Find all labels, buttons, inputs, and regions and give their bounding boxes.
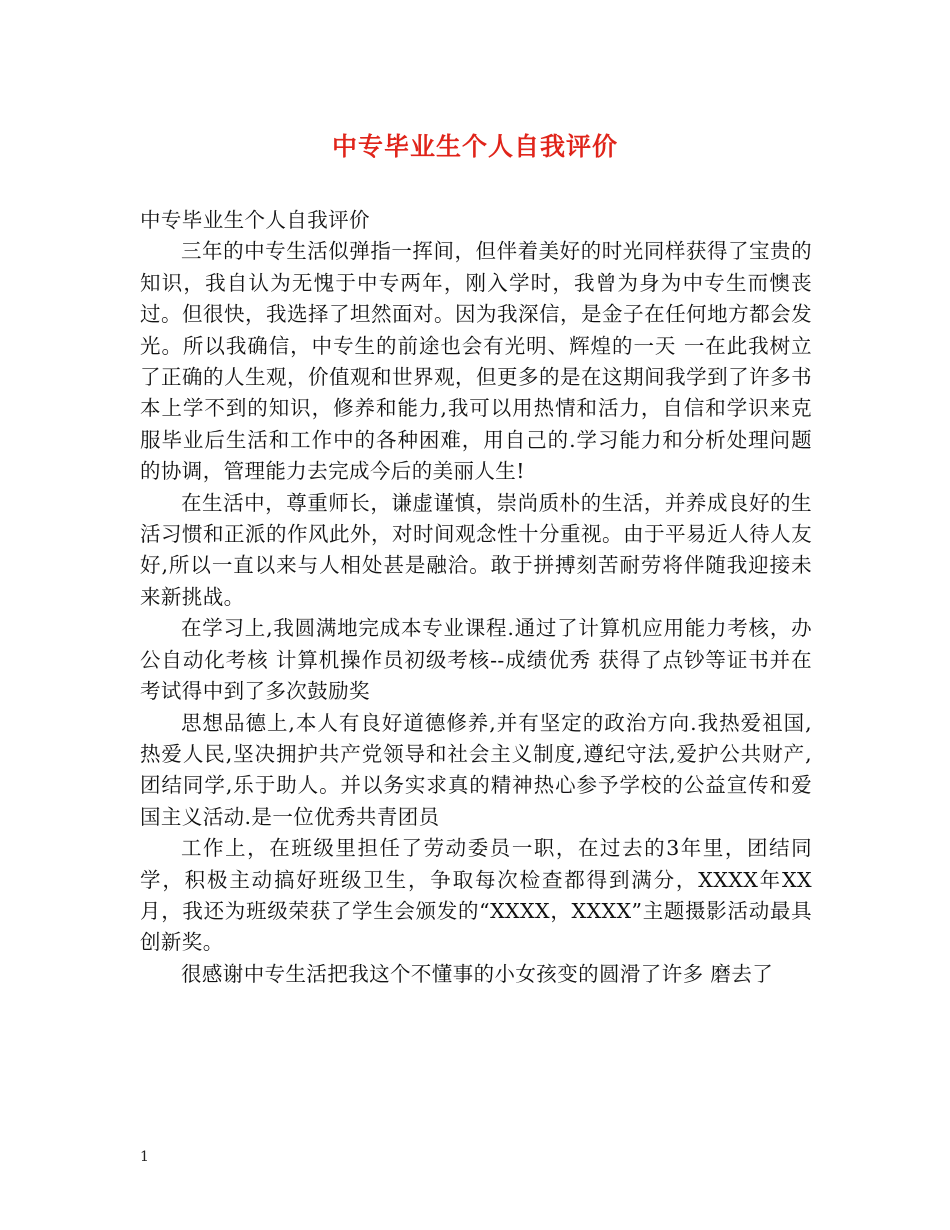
document-title: 中专毕业生个人自我评价 <box>331 132 618 161</box>
paragraph-life: 在生活中，尊重师长，谦虚谨慎，崇尚质朴的生活，并养成良好的生活习惯和正派的作风此外，对时间观念性十分重视。由于平易近人待人友好,所以一直以来与人相处甚是融洽。敢于拼搏刻苦耐劳将伴随我迎接未来新挑战。 <box>140 490 812 609</box>
document-body <box>140 205 812 990</box>
paragraph-work: 工作上，在班级里担任了劳动委员一职，在过去的3年里，团结同学，积极主动搞好班级卫生，争取每次检查都得到满分，XXXX年XX月，我还为班级荣获了学生会颁发的“XXXX，XXXX”主题摄影活动最具创新奖。 <box>140 836 812 955</box>
paragraph-intro: 三年的中专生活似弹指一挥间，但伴着美好的时光同样获得了宝贵的知识，我自认为无愧于中专两年，刚入学时，我曾为身为中专生而懊丧过。但很快，我选择了坦然面对。因为我深信，是金子在任何地方都会发光。所以我确信，中专生的前途也会有光明、辉煌的一天 一在此我树立了正确的人生观，价值观和世界观，但更多的是在这期间我学到了许多书本上学不到的知识，修养和能力,我可以用热情和活力，自信和学识来克服毕业后生活和工作中的各种困难，用自己的.学习能力和分析处理问题的协调，管理能力去完成今后的美丽人生! <box>140 239 812 484</box>
page-number: 1 <box>140 1149 149 1165</box>
paragraph-study: 在学习上,我圆满地完成本专业课程.通过了计算机应用能力考核，办公自动化考核 计算机操作员初级考核--成绩优秀 获得了点钞等证书并在考试得中到了多次鼓励奖 <box>140 616 812 704</box>
paragraph-thanks: 很感谢中专生活把我这个不懂事的小女孩变的圆滑了许多 磨去了 <box>181 961 774 986</box>
paragraph-morality: 思想品德上,本人有良好道德修养,并有坚定的政治方向.我热爱祖国,热爱人民,坚决拥护共产党领导和社会主义制度,遵纪守法,爱护公共财产,团结同学,乐于助人。并以务实求真的精神热心参予学校的公益宣传和爱国主义活动.是一位优秀共青团员 <box>140 710 812 829</box>
document-subtitle: 中专毕业生个人自我评价 <box>140 208 370 232</box>
